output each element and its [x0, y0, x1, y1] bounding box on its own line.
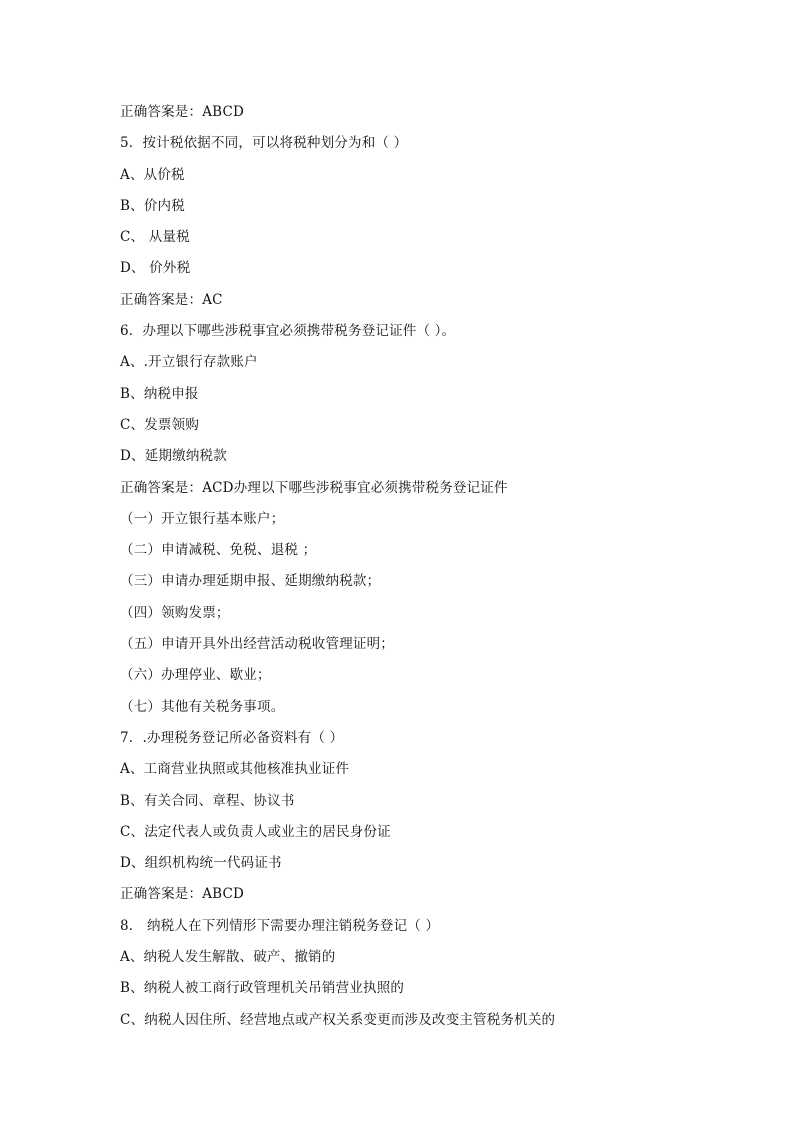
option-c: C、法定代表人或负责人或业主的居民身份证 [120, 823, 391, 840]
option-d: D、组织机构统一代码证书 [120, 855, 282, 872]
explanation-item: （二）申请减税、免税、退税 ； [120, 542, 317, 559]
question-7: 7．.办理税务登记所必备资料有（ ） [120, 729, 344, 746]
answer-line: 正确答案是：ABCD [120, 886, 245, 903]
explanation-item: （七）其他有关税务事项。 [120, 698, 285, 715]
option-a: A、纳税人发生解散、破产、撤销的 [120, 949, 336, 966]
option-c: C、 从量税 [120, 229, 190, 246]
option-b: B、纳税申报 [120, 385, 199, 402]
explanation-item: （四）领购发票； [120, 604, 230, 621]
option-d: D、延期缴纳税款 [120, 448, 227, 465]
answer-line: 正确答案是：AC [120, 291, 223, 308]
document-body [120, 101, 760, 1040]
option-a: A、.开立银行存款账户 [120, 354, 258, 371]
option-c: C、纳税人因住所、经营地点或产权关系变更而涉及改变主管税务机关的 [120, 1011, 556, 1028]
answer-line: 正确答案是：ABCD [120, 104, 245, 120]
explanation-item: （一）开立银行基本账户； [120, 510, 285, 527]
option-a: A、工商营业执照或其他核准执业证件 [120, 761, 350, 778]
explanation-item: （三）申请办理延期申报、延期缴纳税款； [120, 573, 381, 590]
question-6: 6．办理以下哪些涉税事宜必须携带税务登记证件（ ）。 [120, 323, 456, 340]
option-b: B、有关合同、章程、协议书 [120, 792, 295, 809]
answer-line: 正确答案是：ACD办理以下哪些涉税事宜必须携带税务登记证件 [120, 479, 508, 496]
option-d: D、 价外税 [120, 260, 191, 277]
question-8: 8． 纳税人在下列情形下需要办理注销税务登记（ ） [120, 917, 440, 934]
option-b: B、纳税人被工商行政管理机关吊销营业执照的 [120, 980, 405, 997]
option-b: B、价内税 [120, 197, 185, 214]
explanation-item: （五）申请开具外出经营活动税收管理证明； [120, 636, 394, 653]
option-a: A、从价税 [120, 166, 185, 183]
question-5: 5．按计税依据不同，可以将税种划分为和（ ） [120, 135, 408, 152]
option-c: C、发票领购 [120, 416, 200, 433]
explanation-item: （六）办理停业、歇业； [120, 667, 271, 684]
